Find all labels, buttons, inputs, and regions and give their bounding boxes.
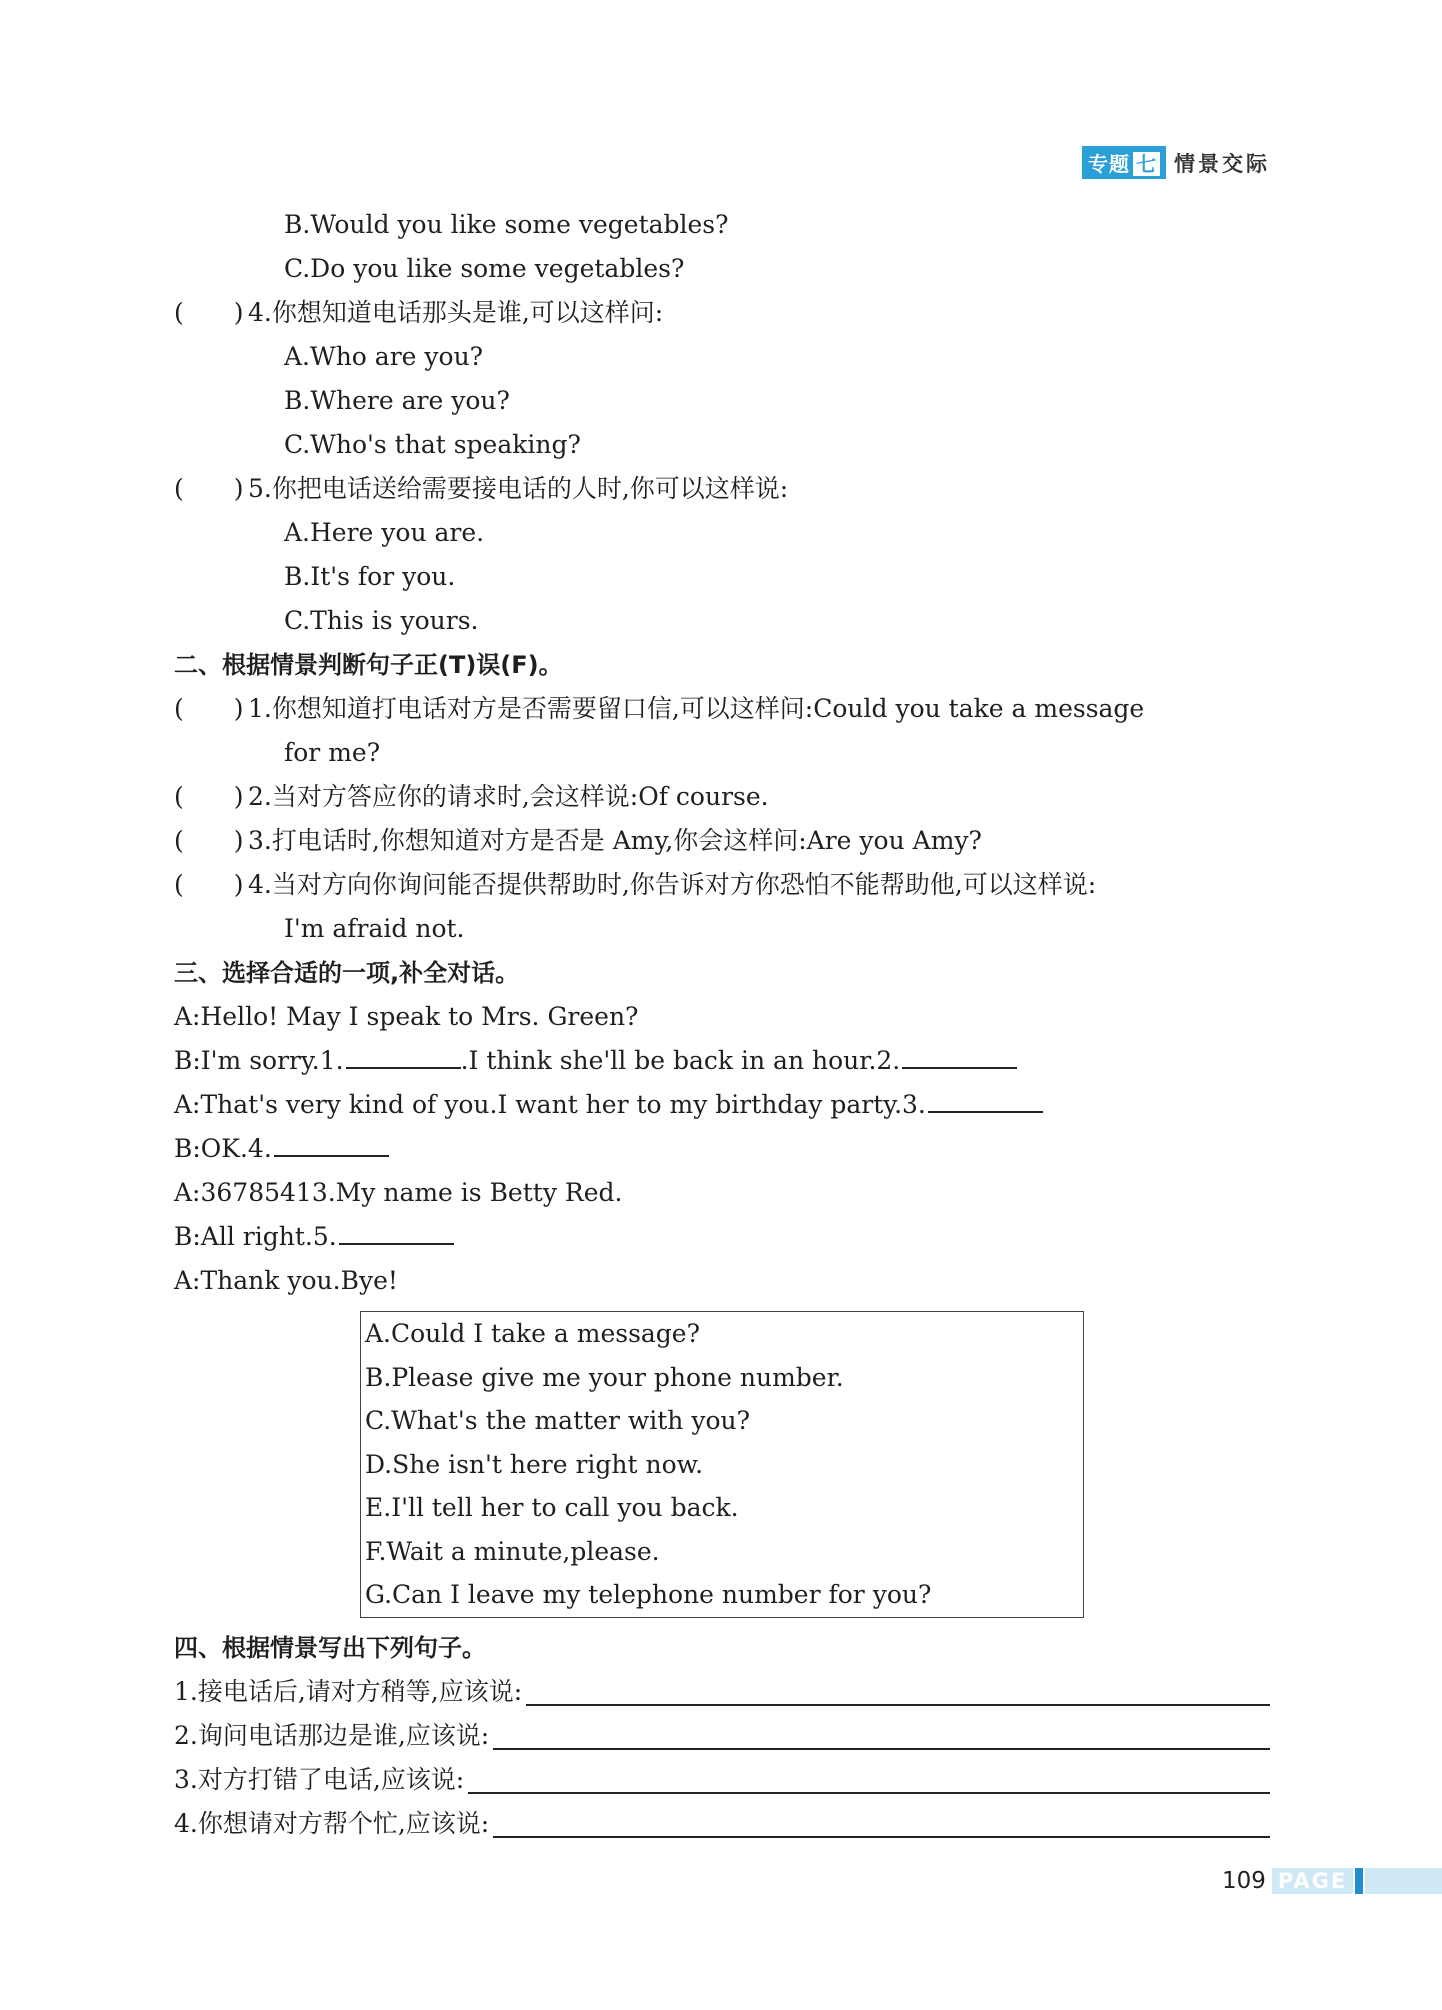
tf-text: 2.当对方答应你的请求时,会这样说:Of course. bbox=[248, 782, 769, 811]
tf-text: 1.你想知道打电话对方是否需要留口信,可以这样问:Could you take a message bbox=[248, 694, 1145, 723]
section-4-title: 四、根据情景写出下列句子。 bbox=[174, 1633, 486, 1662]
dialog-line-4 bbox=[174, 1127, 1270, 1171]
section-3-title: 三、选择合适的一项,补全对话。 bbox=[174, 959, 520, 987]
option-q5-a: A.Here you are. bbox=[284, 518, 485, 547]
page-word: PAGE bbox=[1272, 1868, 1353, 1894]
option-c: C.What's the matter with you? bbox=[365, 1406, 751, 1435]
tf-text: 3.打电话时,你想知道对方是否是 Amy,你会这样问:Are you Amy? bbox=[248, 826, 982, 855]
question-5 bbox=[174, 467, 1270, 511]
answer-paren[interactable]: ( ) bbox=[174, 694, 244, 723]
tf-item-1-continued: for me? bbox=[284, 738, 381, 767]
write-item-4 bbox=[174, 1802, 1270, 1846]
option-d: D.She isn't here right now. bbox=[365, 1449, 704, 1479]
question-4 bbox=[174, 291, 1270, 335]
blank-4[interactable] bbox=[274, 1127, 389, 1157]
write-item-3 bbox=[174, 1758, 1270, 1802]
option-g: G.Can I leave my telephone number for you? bbox=[365, 1580, 932, 1609]
write-prompt: 4.你想请对方帮个忙,应该说: bbox=[174, 1808, 490, 1838]
option-q4-b: B.Where are you? bbox=[284, 386, 510, 415]
dialog-line-2 bbox=[174, 1039, 1270, 1083]
chapter-tag-label: 专题 bbox=[1088, 152, 1130, 176]
option-q4-c: C.Who's that speaking? bbox=[284, 430, 581, 459]
blank-3[interactable] bbox=[928, 1083, 1043, 1113]
answer-paren[interactable]: ( ) bbox=[174, 782, 244, 811]
answer-paren[interactable]: ( ) bbox=[174, 826, 244, 855]
chapter-header bbox=[1082, 146, 1270, 179]
option-q3-b: B.Would you like some vegetables? bbox=[284, 210, 729, 239]
dialog-line-6 bbox=[174, 1215, 1270, 1259]
option-a: A.Could I take a message? bbox=[365, 1319, 701, 1348]
dialog-text: A:That's very kind of you.I want her to my birthday party.3. bbox=[174, 1090, 926, 1119]
chapter-tag-number: 七 bbox=[1133, 152, 1160, 176]
tf-item-2 bbox=[174, 775, 1270, 819]
blank-5[interactable] bbox=[339, 1215, 454, 1245]
answer-paren[interactable]: ( ) bbox=[174, 870, 244, 899]
tf-item-4-continued: I'm afraid not. bbox=[284, 914, 465, 943]
write-prompt: 2.询问电话那边是谁,应该说: bbox=[174, 1720, 490, 1750]
write-prompt: 3.对方打错了电话,应该说: bbox=[174, 1764, 465, 1794]
option-q3-c: C.Do you like some vegetables? bbox=[284, 254, 685, 283]
option-e: E.I'll tell her to call you back. bbox=[365, 1493, 739, 1522]
blank-1[interactable] bbox=[346, 1039, 461, 1069]
content bbox=[174, 203, 1270, 1846]
answer-line[interactable] bbox=[493, 1718, 1270, 1750]
write-item-2 bbox=[174, 1714, 1270, 1758]
chapter-title: 情景交际 bbox=[1174, 151, 1270, 176]
page-bar-decoration bbox=[1365, 1868, 1442, 1894]
page-number: 109 bbox=[1222, 1868, 1266, 1894]
tf-text: 4.当对方向你询问能否提供帮助时,你告诉对方你恐怕不能帮助他,可以这样说: bbox=[248, 870, 1097, 899]
write-item-1 bbox=[174, 1670, 1270, 1714]
option-q4-a: A.Who are you? bbox=[284, 342, 484, 371]
tf-item-3 bbox=[174, 819, 1270, 863]
tf-item-4 bbox=[174, 863, 1270, 907]
dialog-line-7: A:Thank you.Bye! bbox=[174, 1266, 398, 1295]
section-2-title: 二、根据情景判断句子正(T)误(F)。 bbox=[174, 651, 563, 679]
option-b: B.Please give me your phone number. bbox=[365, 1362, 844, 1392]
dialog-line-3 bbox=[174, 1083, 1270, 1127]
option-q5-b: B.It's for you. bbox=[284, 562, 456, 591]
dialog-line-5: A:36785413.My name is Betty Red. bbox=[174, 1178, 623, 1207]
option-q5-c: C.This is yours. bbox=[284, 606, 479, 635]
question-text: 5.你把电话送给需要接电话的人时,你可以这样说: bbox=[248, 474, 789, 503]
tf-item-1 bbox=[174, 687, 1270, 731]
chapter-tag bbox=[1082, 146, 1166, 179]
answer-line[interactable] bbox=[526, 1674, 1270, 1706]
dialog-text: .I think she'll be back in an hour.2. bbox=[460, 1046, 901, 1075]
blank-2[interactable] bbox=[902, 1039, 1017, 1069]
answer-line[interactable] bbox=[493, 1806, 1270, 1838]
options-box bbox=[360, 1311, 1084, 1618]
page-footer bbox=[1222, 1868, 1442, 1894]
dialog-text: B:I'm sorry.1. bbox=[174, 1046, 344, 1075]
page-mark-decoration bbox=[1355, 1868, 1363, 1894]
dialog-line-1: A:Hello! May I speak to Mrs. Green? bbox=[174, 1002, 639, 1031]
option-f: F.Wait a minute,please. bbox=[365, 1536, 660, 1566]
dialog-text: B:All right.5. bbox=[174, 1222, 337, 1251]
dialog-text: B:OK.4. bbox=[174, 1134, 272, 1163]
write-prompt: 1.接电话后,请对方稍等,应该说: bbox=[174, 1676, 523, 1706]
answer-paren[interactable]: ( ) bbox=[174, 298, 244, 327]
question-text: 4.你想知道电话那头是谁,可以这样问: bbox=[248, 298, 664, 327]
answer-line[interactable] bbox=[468, 1762, 1270, 1794]
answer-paren[interactable]: ( ) bbox=[174, 474, 244, 503]
